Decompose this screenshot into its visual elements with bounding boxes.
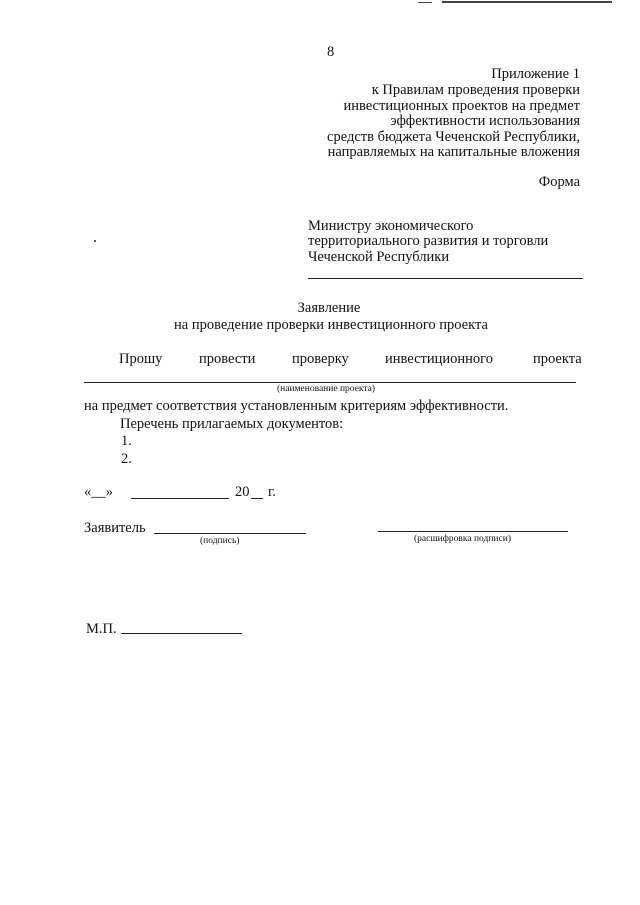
- project-name-caption: (наименование проекта): [277, 384, 376, 394]
- appendix-line-5: направляемых на капитальные вложения: [327, 144, 580, 160]
- signature-caption: (подпись): [200, 536, 240, 546]
- scan-dot: [94, 240, 96, 242]
- addressee-block: [308, 219, 548, 265]
- date-month-line: [131, 498, 229, 499]
- scan-mark-top-long: [442, 1, 612, 3]
- addressee-line-2: территориального развития и торговли: [308, 233, 549, 249]
- appendix-block: [327, 66, 580, 161]
- signature-line: [154, 533, 306, 534]
- addressee-line-1: Министру экономического: [308, 218, 474, 234]
- applicant-label: Заявитель: [84, 520, 146, 536]
- appendix-line-4: средств бюджета Чеченской Республики,: [327, 128, 580, 145]
- addressee-underline: [308, 278, 583, 279]
- criteria-line: на предмет соответствия установленным критериям эффективности.: [84, 398, 509, 414]
- appendix-line-1: к Правилам проведения проверки: [371, 82, 580, 98]
- title-line-2: на проведение проверки инвестиционного проекта: [174, 317, 488, 333]
- project-name-line: [84, 382, 576, 383]
- date-year-line: [251, 498, 263, 499]
- form-label: Форма: [538, 174, 580, 190]
- appendix-line-3: эффективности использования: [390, 113, 580, 129]
- request-word-2: провести: [199, 351, 256, 367]
- documents-heading: Перечень прилагаемых документов:: [120, 416, 344, 432]
- scan-mark-top-short: [418, 2, 432, 3]
- request-word-5: проекта: [533, 351, 582, 367]
- signature-decoding-line: [378, 531, 568, 532]
- request-word-1: Прошу: [119, 351, 163, 367]
- appendix-line-2: инвестиционных проектов на предмет: [343, 97, 580, 114]
- document-title: [0, 300, 640, 334]
- documents-item-1: 1.: [121, 433, 132, 449]
- title-line-1: Заявление: [297, 300, 361, 316]
- date-year-suffix: г.: [268, 484, 276, 500]
- date-day-field: «__»: [84, 484, 113, 500]
- date-year-prefix: 20: [235, 484, 250, 500]
- appendix-label: Приложение 1: [491, 66, 580, 82]
- documents-item-2: 2.: [121, 451, 132, 467]
- seal-line: [121, 633, 242, 634]
- request-word-3: проверку: [292, 351, 349, 367]
- seal-label: М.П.: [86, 621, 117, 637]
- page-number: 8: [327, 44, 335, 60]
- request-word-4: инвестиционного: [385, 351, 493, 367]
- signature-decoding-caption: (расшифровка подписи): [414, 534, 511, 544]
- addressee-line-3: Чеченской Республики: [308, 249, 450, 265]
